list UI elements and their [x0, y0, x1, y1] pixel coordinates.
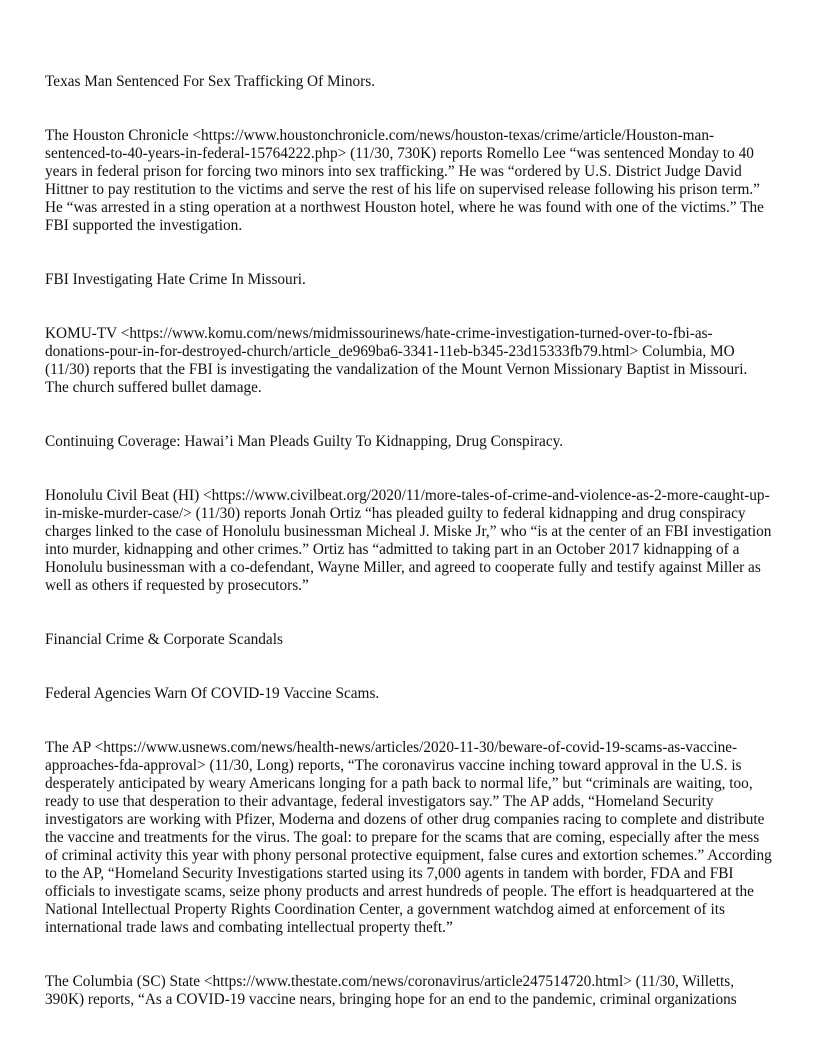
article-paragraph: The Columbia (SC) State <https://www.thestate.com/news/coronavirus/article247514720.html> (11/30, Willetts, 390K) reports, “As a COVID-19 vaccine nears, bringing hope for an end to the pandemic, criminal organizations	[45, 973, 737, 1008]
headline-fbi-hate-crime: FBI Investigating Hate Crime In Missouri.	[45, 271, 306, 288]
article-paragraph: KOMU-TV <https://www.komu.com/news/midmissourinews/hate-crime-investigation-turned-over-to-fbi-as-donations-pour-in-for-destroyed-church/article_de969ba6-3341-11eb-b345-23d15333fb79.html> Columbia, MO (11/30) reports that the FBI is investigating the vandalization of the Mount Vernon Missionary Baptist in Missouri. The church suffered bullet damage.	[45, 325, 748, 396]
article-paragraph: Honolulu Civil Beat (HI) <https://www.civilbeat.org/2020/11/more-tales-of-crime-and-violence-as-2-more-caught-up-in-miske-murder-case/> (11/30) reports Jonah Ortiz “has pleaded guilty to federal kidnapping and drug conspiracy charges linked to the case of Honolulu businessman Micheal J. Miske Jr,” who “is at the center of an FBI investigation into murder, kidnapping and other crimes.” Ortiz has “admitted to taking part in an October 2017 kidnapping of a Honolulu businessman with a co-defendant, Wayne Miller, and agreed to cooperate fully and testify against Miller as well as others if requested by prosecutors.”	[45, 487, 772, 594]
article-paragraph: The AP <https://www.usnews.com/news/health-news/articles/2020-11-30/beware-of-covid-19-scams-as-vaccine-approaches-fda-approval> (11/30, Long) reports, “The coronavirus vaccine inching toward approval in the U.S. is desperately anticipated by weary Americans longing for a path back to normal life,” but “criminals are waiting, too, ready to use that desperation to their advantage, federal investigators say.” The AP adds, “Homeland Security investigators are working with Pfizer, Moderna and dozens of other drug companies racing to complete and distribute the vaccine and treatments for the virus. The goal: to prepare for the scams that are coming, especially after the mess of criminal activity this year with phony personal protective equipment, false cures and extortion schemes.” According to the AP, “Homeland Security Investigations started using its 7,000 agents in tandem with border, FDA and FBI officials to investigate scams, seize phony products and arrest hundreds of people. The effort is headquartered at the National Intellectual Property Rights Coordination Center, a government watchdog aimed at enforcement of its international trade laws and combating intellectual property theft.”	[45, 739, 772, 936]
headline-hawaii-man: Continuing Coverage: Hawai’i Man Pleads Guilty To Kidnapping, Drug Conspiracy.	[45, 433, 564, 450]
headline-texas-man: Texas Man Sentenced For Sex Trafficking Of Minors.	[45, 73, 376, 90]
article-paragraph: The Houston Chronicle <https://www.houstonchronicle.com/news/houston-texas/crime/article/Houston-man-sentenced-to-40-years-in-federal-15764222.php> (11/30, 730K) reports Romello Lee “was sentenced Monday to 40 years in federal prison for forcing two minors into sex trafficking.” He was “ordered by U.S. District Judge David Hittner to pay restitution to the victims and serve the rest of his life on supervised release following his prison term.” He “was arrested in a sting operation at a northwest Houston hotel, where he was found with one of the victims.” The FBI supported the investigation.	[45, 127, 764, 234]
section-title-financial-crime: Financial Crime & Corporate Scandals	[45, 631, 283, 648]
headline-vaccine-scams: Federal Agencies Warn Of COVID-19 Vaccine Scams.	[45, 685, 380, 702]
